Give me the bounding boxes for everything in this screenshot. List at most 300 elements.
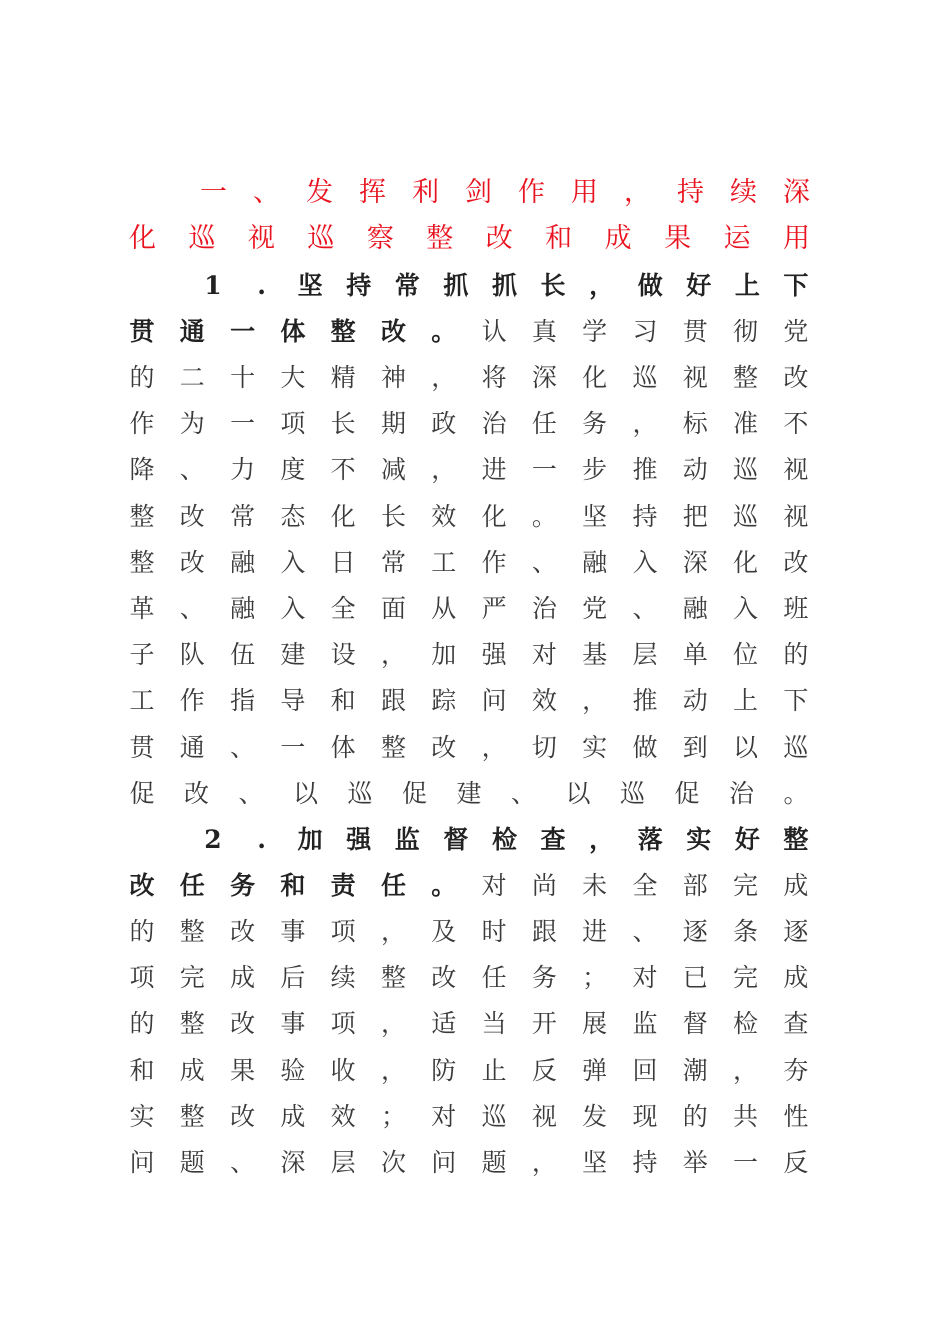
text-char: 踪 (431, 686, 457, 716)
text-char: 成 (604, 223, 632, 254)
text-char: 改 (783, 547, 809, 577)
text-char: 止 (481, 1055, 507, 1085)
text-char: 项 (129, 963, 155, 993)
text-char: 视 (783, 501, 809, 531)
text-char: 以 (733, 732, 759, 762)
text-char: 学 (582, 317, 608, 346)
body-line (129, 586, 809, 632)
text-char: 适 (431, 1009, 457, 1039)
text-char: 抓 (491, 271, 517, 300)
text-char: 巡 (733, 501, 759, 531)
body-line-text (129, 1140, 809, 1186)
text-char: 入 (632, 547, 658, 577)
text-char: 一 (230, 317, 256, 346)
text-char: 效 (531, 686, 557, 716)
text-char: 入 (280, 547, 306, 577)
text-char: 续 (730, 177, 757, 208)
text-char: 党 (582, 594, 608, 623)
text-char: 整 (783, 825, 809, 854)
text-char: 弹 (582, 1055, 608, 1085)
text-char: 一 (200, 177, 227, 208)
text-char: 视 (531, 1101, 557, 1131)
text-char: 贯 (682, 317, 708, 346)
text-char: 效 (431, 501, 457, 531)
section-heading-text-2 (129, 216, 809, 262)
text-char: 和 (545, 223, 573, 254)
text-char: 验 (280, 1055, 306, 1085)
text-char: 层 (330, 1148, 356, 1177)
text-char: 坚 (582, 1148, 608, 1177)
text-char: 常 (380, 547, 406, 577)
text-char: 改 (179, 547, 205, 577)
text-char: ， (380, 1055, 406, 1085)
text-char: 及 (431, 917, 457, 946)
body-line (129, 540, 809, 586)
text-char: 反 (531, 1055, 557, 1085)
text-char: 收 (330, 1055, 356, 1085)
text-char: 整 (179, 1101, 205, 1131)
text-char: 步 (582, 455, 608, 485)
text-char: 入 (280, 594, 306, 623)
text-char: ， (481, 732, 507, 762)
text-char: 、 (179, 455, 205, 485)
body-line-text (129, 1001, 809, 1047)
text-char: 改 (179, 501, 205, 531)
body-line-text (129, 586, 809, 632)
body-line (129, 1048, 809, 1094)
body-line (129, 678, 809, 724)
text-char: 持 (677, 177, 704, 208)
text-char: 上 (733, 686, 759, 716)
body-line-text (129, 1094, 809, 1140)
text-char: 改 (183, 778, 209, 808)
text-char: 成 (179, 1055, 205, 1085)
body-line-text (129, 678, 809, 724)
text-char: 改 (783, 363, 809, 392)
text-char: 改 (431, 963, 457, 993)
text-char: 成 (230, 963, 256, 993)
text-char: 问 (481, 686, 507, 716)
text-char: 监 (632, 1009, 658, 1039)
text-char: 夯 (783, 1055, 809, 1085)
text-char: 作 (179, 686, 205, 716)
text-char: 认 (481, 317, 507, 346)
text-char: 任 (179, 871, 205, 900)
text-char: ， (380, 640, 406, 670)
text-char: 未 (582, 871, 608, 900)
para2-lead-text-1 (200, 817, 809, 863)
text-char: 一 (531, 455, 557, 485)
text-char: 体 (280, 317, 306, 346)
text-char: ， (733, 1055, 759, 1085)
text-char: 革 (129, 594, 155, 623)
body-line (129, 1140, 809, 1186)
text-char: 化 (582, 363, 608, 392)
text-char: 坚 (582, 501, 608, 531)
text-char: ， (624, 177, 651, 208)
text-char: 整 (179, 1009, 205, 1039)
body-line (129, 401, 809, 447)
text-char: 抓 (443, 271, 469, 300)
text-char: 深 (280, 1148, 306, 1177)
text-char: 巡 (481, 1101, 507, 1131)
text-char: 、 (230, 1148, 256, 1177)
text-char: 导 (280, 686, 306, 716)
text-char: 条 (733, 917, 759, 946)
text-char: 续 (330, 963, 356, 993)
text-char: 进 (481, 455, 507, 485)
text-char: 上 (734, 271, 760, 300)
text-char: 督 (682, 1009, 708, 1039)
text-char: 事 (280, 1009, 306, 1039)
text-char: 项 (330, 1009, 356, 1039)
text-char: 整 (330, 317, 356, 346)
text-char: 一 (733, 1148, 759, 1177)
text-char: 查 (783, 1009, 809, 1039)
text-char: 做 (637, 271, 663, 300)
text-char: 检 (733, 1009, 759, 1039)
text-char: 十 (230, 363, 256, 392)
text-char: 一 (280, 732, 306, 762)
text-char: 和 (129, 1055, 155, 1085)
text-char: 下 (783, 686, 809, 716)
text-char: 展 (582, 1009, 608, 1039)
text-char: 督 (443, 825, 469, 854)
text-char: 查 (540, 825, 566, 854)
text-char: 巡 (307, 223, 335, 254)
text-char: 入 (733, 594, 759, 623)
text-char: 问 (129, 1148, 155, 1177)
text-char: 巡 (619, 778, 645, 808)
text-char: 进 (582, 917, 608, 946)
text-char: 反 (783, 1148, 809, 1177)
text-char: 日 (330, 547, 356, 577)
text-char: 完 (733, 963, 759, 993)
text-char: 的 (783, 640, 809, 670)
text-char: 减 (380, 455, 406, 485)
text-char: 化 (330, 501, 356, 531)
text-char: 作 (481, 547, 507, 577)
text-char: 不 (783, 409, 809, 439)
text-char: 加 (431, 640, 457, 670)
text-char: 运 (723, 223, 751, 254)
text-char: 降 (129, 455, 155, 485)
text-char: 化 (481, 501, 507, 531)
text-char: 视 (783, 455, 809, 485)
text-char: 任 (380, 871, 406, 900)
text-char: 严 (481, 594, 507, 623)
text-char: ， (589, 271, 615, 300)
text-char: 、 (531, 547, 557, 577)
text-char: 题 (179, 1148, 205, 1177)
body-line (129, 355, 809, 401)
text-char: 巡 (347, 778, 373, 808)
text-char: ， (589, 825, 615, 854)
text-char: 全 (330, 594, 356, 623)
text-char: ； (380, 1101, 406, 1131)
text-char: 整 (179, 917, 205, 946)
text-char: 、 (230, 732, 256, 762)
text-char: 防 (431, 1055, 457, 1085)
text-char: 1 (204, 271, 222, 300)
text-char: 落 (637, 825, 663, 854)
text-char: 二 (179, 363, 205, 392)
text-char: 实 (582, 732, 608, 762)
text-char: 任 (531, 409, 557, 439)
body-line-text (129, 909, 809, 955)
text-char: 实 (686, 825, 712, 854)
text-char: 利 (412, 177, 439, 208)
body-line-text (129, 632, 809, 678)
body-line (129, 494, 809, 540)
text-char: 成 (280, 1101, 306, 1131)
text-char: 2 (204, 825, 222, 854)
text-char: 动 (682, 686, 708, 716)
body-line-text (129, 725, 809, 771)
text-char: 果 (230, 1055, 256, 1085)
text-char: 共 (733, 1101, 759, 1131)
body-line-text (129, 494, 809, 540)
text-char: 整 (129, 501, 155, 531)
text-char: ， (582, 686, 608, 716)
text-char: 到 (682, 732, 708, 762)
text-char: 做 (632, 732, 658, 762)
text-char: 推 (632, 455, 658, 485)
text-char: 改 (230, 1101, 256, 1131)
text-char: 神 (380, 363, 406, 392)
text-char: 的 (129, 917, 155, 946)
text-char: . (257, 271, 266, 300)
section-heading-line-2 (129, 216, 809, 262)
body-line-text (129, 355, 809, 401)
text-char: 问 (431, 1148, 457, 1177)
text-char: 作 (518, 177, 545, 208)
text-char: 长 (540, 271, 566, 300)
text-char: 设 (330, 640, 356, 670)
para1-lead-text-2 (129, 309, 809, 355)
text-char: 面 (380, 594, 406, 623)
text-char: 单 (682, 640, 708, 670)
text-char: 完 (179, 963, 205, 993)
body-line (129, 1001, 809, 1047)
text-char: 改 (129, 871, 155, 900)
text-char: 整 (380, 732, 406, 762)
text-char: 强 (346, 825, 372, 854)
text-char: 实 (129, 1101, 155, 1131)
para2-lead-line-1 (200, 817, 809, 863)
text-char: 务 (230, 871, 256, 900)
text-char: 、 (632, 917, 658, 946)
text-char: ； (582, 963, 608, 993)
text-char: 期 (380, 409, 406, 439)
text-char: 巡 (632, 363, 658, 392)
text-char: 贯 (129, 732, 155, 762)
body-line (129, 1094, 809, 1140)
text-char: 坚 (297, 271, 323, 300)
text-char: 持 (632, 1148, 658, 1177)
text-char: 通 (179, 732, 205, 762)
text-char: 巡 (733, 455, 759, 485)
text-char: 工 (129, 686, 155, 716)
text-char: 责 (330, 871, 356, 900)
text-char: 促 (129, 778, 155, 808)
text-char: 改 (230, 1009, 256, 1039)
text-char: 治 (481, 409, 507, 439)
body-line (129, 771, 809, 817)
text-char: 发 (306, 177, 333, 208)
text-char: ， (632, 409, 658, 439)
text-char: 位 (733, 640, 759, 670)
text-char: 度 (280, 455, 306, 485)
text-char: 深 (531, 363, 557, 392)
para1-lead-text-1 (200, 263, 809, 309)
text-char: 逐 (682, 917, 708, 946)
text-char: 、 (253, 177, 280, 208)
text-char: 切 (531, 732, 557, 762)
text-char: 检 (491, 825, 517, 854)
text-char: 体 (330, 732, 356, 762)
body-line (129, 447, 809, 493)
text-char: 举 (682, 1148, 708, 1177)
text-char: 对 (632, 963, 658, 993)
text-char: 挥 (359, 177, 386, 208)
text-char: 用 (571, 177, 598, 208)
text-char: 下 (783, 271, 809, 300)
text-char: 后 (280, 963, 306, 993)
text-char: 化 (129, 223, 156, 254)
text-char: 发 (582, 1101, 608, 1131)
text-char: 通 (179, 317, 205, 346)
text-char: 时 (481, 917, 507, 946)
text-char: 跟 (380, 686, 406, 716)
text-char: 融 (582, 547, 608, 577)
text-char: 深 (783, 177, 810, 208)
body-line-text (129, 1048, 809, 1094)
text-char: 整 (380, 963, 406, 993)
text-char: 以 (565, 778, 591, 808)
text-char: 性 (783, 1101, 809, 1131)
text-char: 把 (682, 501, 708, 531)
text-char: 已 (682, 963, 708, 993)
text-char: 贯 (129, 317, 155, 346)
text-char: 层 (632, 640, 658, 670)
text-char: 化 (733, 547, 759, 577)
text-char: 和 (330, 686, 356, 716)
text-char: 态 (280, 501, 306, 531)
text-char: 建 (280, 640, 306, 670)
text-char: 务 (531, 963, 557, 993)
text-char: 指 (230, 686, 256, 716)
text-char: 。 (783, 778, 809, 808)
text-char: 全 (632, 871, 658, 900)
body-line-text (129, 401, 809, 447)
text-char: 尚 (531, 871, 557, 900)
text-char: 治 (728, 778, 754, 808)
text-char: 项 (280, 409, 306, 439)
text-char: 、 (238, 778, 264, 808)
text-char: 当 (481, 1009, 507, 1039)
text-char: 基 (582, 640, 608, 670)
text-char: 精 (330, 363, 356, 392)
para2-lead-line-2 (129, 863, 809, 909)
text-char: 加 (297, 825, 323, 854)
text-char: 好 (686, 271, 712, 300)
text-char: 力 (230, 455, 256, 485)
text-char: ， (431, 363, 457, 392)
body-line (129, 632, 809, 678)
text-char: 和 (280, 871, 306, 900)
text-char: 果 (664, 223, 692, 254)
body-line-text (129, 540, 809, 586)
text-char: 改 (485, 223, 513, 254)
text-char: 项 (330, 917, 356, 946)
text-char: 潮 (682, 1055, 708, 1085)
section-heading-text-1 (200, 170, 809, 216)
text-char: 习 (632, 317, 658, 346)
text-char: 事 (280, 917, 306, 946)
text-char: 工 (431, 547, 457, 577)
text-char: 标 (682, 409, 708, 439)
text-char: 用 (782, 223, 810, 254)
text-char: 队 (179, 640, 205, 670)
text-char: 任 (481, 963, 507, 993)
body-line (129, 909, 809, 955)
para1-lead-line-2 (129, 309, 809, 355)
text-char: 融 (682, 594, 708, 623)
body-line-text (129, 771, 809, 817)
text-char: 作 (129, 409, 155, 439)
para2-lead-text-2 (129, 863, 809, 909)
text-char: 。 (431, 871, 457, 900)
text-char: 成 (783, 871, 809, 900)
text-char: 融 (230, 594, 256, 623)
body-line (129, 955, 809, 1001)
text-char: 以 (292, 778, 318, 808)
text-char: 、 (179, 594, 205, 623)
body-line-text (129, 447, 809, 493)
text-char: ， (380, 1009, 406, 1039)
text-char: 现 (632, 1101, 658, 1131)
text-char: 长 (330, 409, 356, 439)
text-char: 整 (733, 363, 759, 392)
text-char: 强 (481, 640, 507, 670)
text-char: 推 (632, 686, 658, 716)
text-char: 班 (783, 594, 809, 623)
text-char: 题 (481, 1148, 507, 1177)
text-char: . (257, 825, 266, 854)
text-char: 党 (783, 317, 809, 346)
text-char: 常 (230, 501, 256, 531)
text-char: 回 (632, 1055, 658, 1085)
text-char: ， (531, 1148, 557, 1177)
text-char: 融 (230, 547, 256, 577)
text-char: 常 (394, 271, 420, 300)
text-char: 逐 (783, 917, 809, 946)
text-char: 持 (346, 271, 372, 300)
text-char: 政 (431, 409, 457, 439)
text-char: 的 (129, 363, 155, 392)
text-char: 好 (734, 825, 760, 854)
text-char: 巡 (783, 732, 809, 762)
text-char: 完 (733, 871, 759, 900)
text-char: 。 (431, 317, 457, 346)
text-char: ， (380, 917, 406, 946)
text-char: 一 (230, 409, 256, 439)
body-line (129, 725, 809, 771)
text-char: 对 (531, 640, 557, 670)
text-char: 从 (431, 594, 457, 623)
text-char: 治 (531, 594, 557, 623)
